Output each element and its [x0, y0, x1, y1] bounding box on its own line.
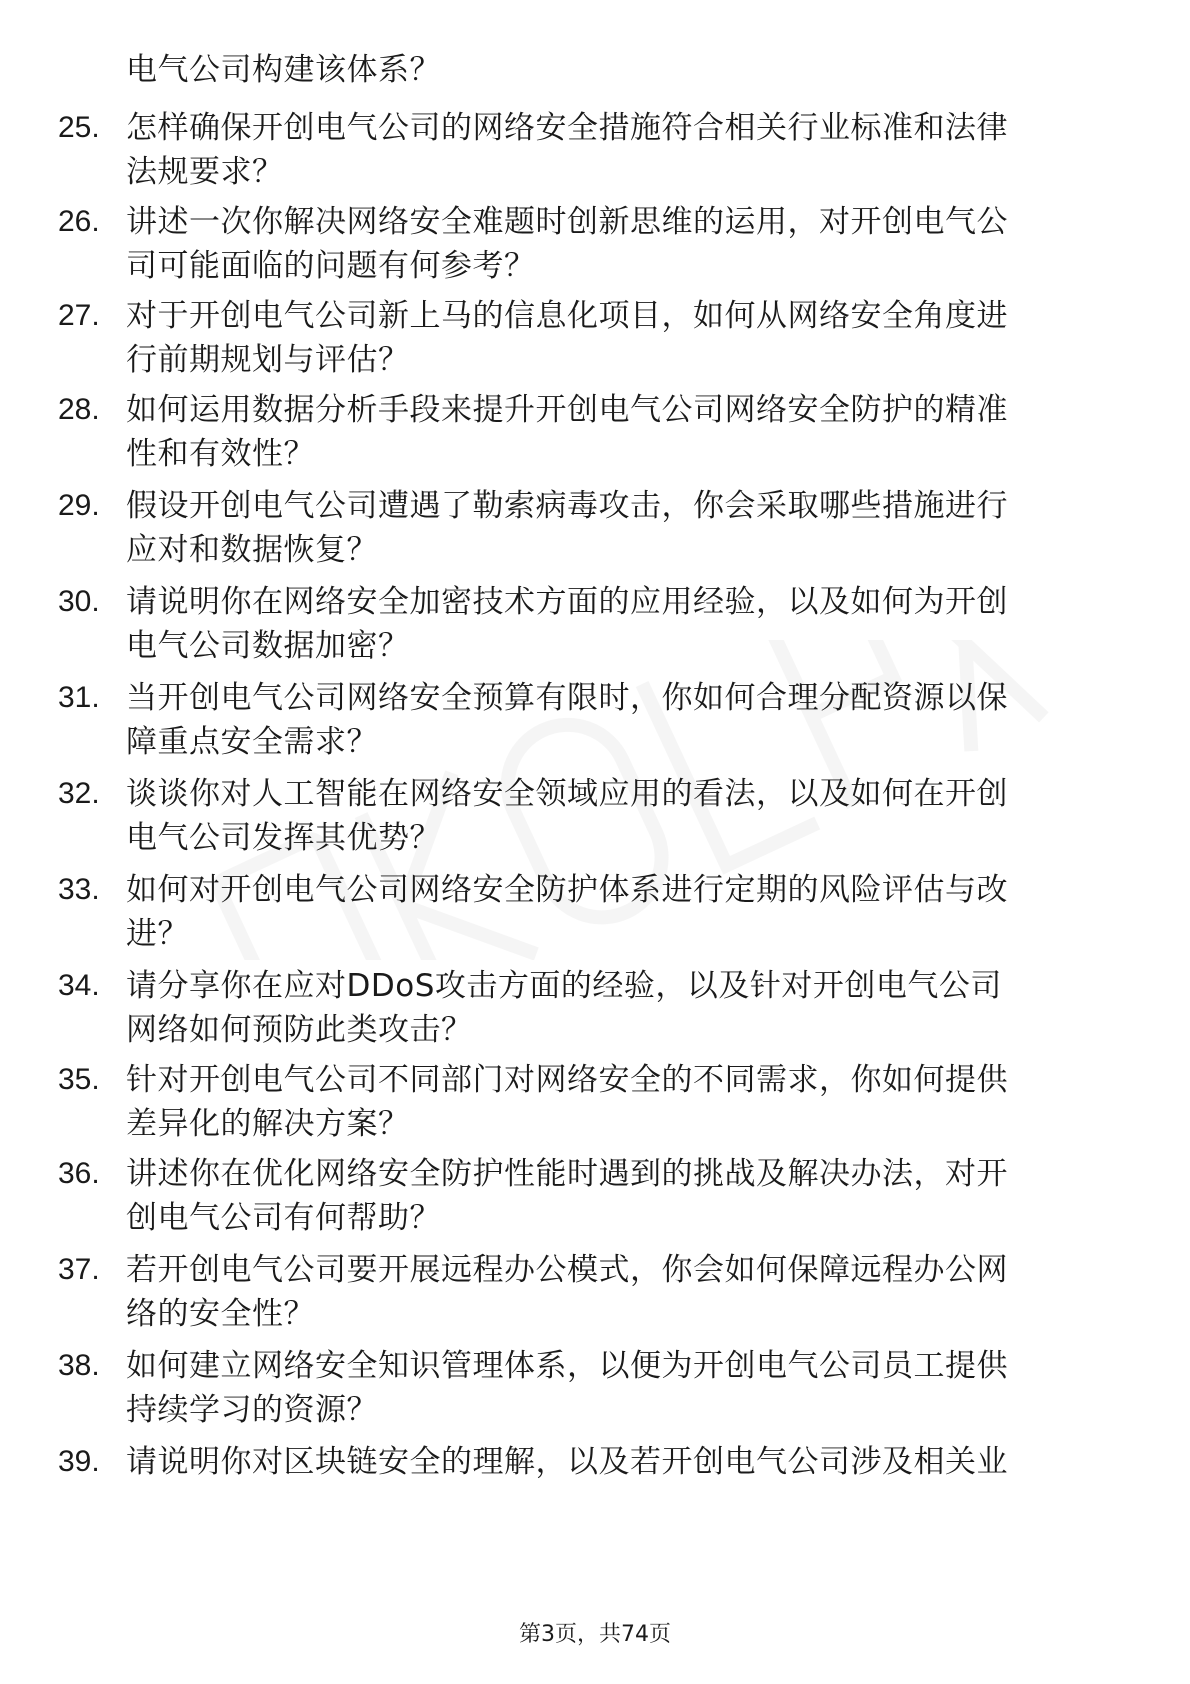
question-number: 31.: [58, 681, 100, 714]
question-number: 28.: [58, 393, 100, 426]
question-text: [126, 964, 1116, 1052]
question-text: [126, 772, 1116, 860]
question-text: [126, 1440, 1116, 1484]
question-number: 33.: [58, 873, 100, 906]
question-number: 26.: [58, 205, 100, 238]
question-line: 电气公司构建该体系？: [126, 52, 441, 88]
question-line: 络的安全性？: [126, 1296, 315, 1332]
question-line: 如何对开创电气公司网络安全防护体系进行定期的风险评估与改: [126, 872, 1008, 908]
question-text: [126, 1152, 1116, 1240]
question-text: [126, 580, 1116, 668]
question-number: 32.: [58, 777, 100, 810]
question-number: 38.: [58, 1349, 100, 1382]
question-line: 如何建立网络安全知识管理体系，以便为开创电气公司员工提供: [126, 1348, 1008, 1384]
question-text: [126, 1248, 1116, 1336]
question-line: 电气公司发挥其优势？: [126, 820, 441, 856]
page-number: 第3页，共74页: [519, 1622, 671, 1647]
question-line: 司可能面临的问题有何参考？: [126, 248, 536, 284]
question-line: 持续学习的资源？: [126, 1392, 378, 1428]
question-line: 法规要求？: [126, 154, 284, 190]
question-text: [126, 388, 1116, 476]
question-line: 讲述你在优化网络安全防护性能时遇到的挑战及解决办法，对开: [126, 1156, 1008, 1192]
question-line: 网络如何预防此类攻击？: [126, 1012, 473, 1048]
question-number: 27.: [58, 299, 100, 332]
question-line: 针对开创电气公司不同部门对网络安全的不同需求，你如何提供: [126, 1062, 1008, 1098]
question-text: [126, 200, 1116, 288]
question-line: 电气公司数据加密？: [126, 628, 410, 664]
question-text: [126, 106, 1116, 194]
question-line: 若开创电气公司要开展远程办公模式，你会如何保障远程办公网: [126, 1252, 1008, 1288]
question-number: 34.: [58, 969, 100, 1002]
question-number: 39.: [58, 1445, 100, 1478]
question-line: 进？: [126, 916, 189, 952]
question-line: 请分享你在应对DDoS攻击方面的经验，以及针对开创电气公司: [126, 968, 1002, 1004]
question-line: 应对和数据恢复？: [126, 532, 378, 568]
question-line: 讲述一次你解决网络安全难题时创新思维的运用，对开创电气公: [126, 204, 1008, 240]
question-line: 性和有效性？: [126, 436, 315, 472]
question-text: [126, 48, 1116, 92]
question-text: [126, 868, 1116, 956]
question-line: 假设开创电气公司遭遇了勒索病毒攻击，你会采取哪些措施进行: [126, 488, 1008, 524]
question-line: 请说明你对区块链安全的理解，以及若开创电气公司涉及相关业: [126, 1444, 1008, 1480]
question-number: 30.: [58, 585, 100, 618]
question-line: 当开创电气公司网络安全预算有限时，你如何合理分配资源以保: [126, 680, 1008, 716]
question-line: 创电气公司有何帮助？: [126, 1200, 441, 1236]
question-number: 25.: [58, 111, 100, 144]
question-line: 对于开创电气公司新上马的信息化项目，如何从网络安全角度进: [126, 298, 1008, 334]
question-text: [126, 484, 1116, 572]
question-text: [126, 676, 1116, 764]
question-line: 请说明你在网络安全加密技术方面的应用经验，以及如何为开创: [126, 584, 1008, 620]
question-text: [126, 1344, 1116, 1432]
question-line: 行前期规划与评估？: [126, 342, 410, 378]
question-line: 谈谈你对人工智能在网络安全领域应用的看法，以及如何在开创: [126, 776, 1008, 812]
question-line: 怎样确保开创电气公司的网络安全措施符合相关行业标准和法律: [126, 110, 1008, 146]
question-text: [126, 294, 1116, 382]
question-number: 36.: [58, 1157, 100, 1190]
question-line: 如何运用数据分析手段来提升开创电气公司网络安全防护的精准: [126, 392, 1008, 428]
question-text: [126, 1058, 1116, 1146]
question-number: 29.: [58, 489, 100, 522]
question-number: 37.: [58, 1253, 100, 1286]
question-line: 差异化的解决方案？: [126, 1106, 410, 1142]
question-number: 35.: [58, 1063, 100, 1096]
question-line: 障重点安全需求？: [126, 724, 378, 760]
